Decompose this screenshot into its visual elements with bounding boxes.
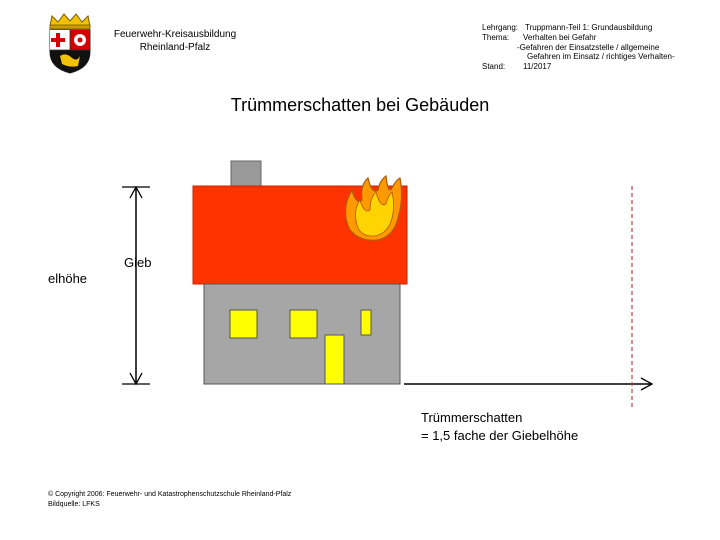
gable-height-label-part2: elhöhe (48, 271, 88, 286)
org-line-2: Rheinland-Pfalz (139, 42, 211, 53)
window-small (361, 310, 371, 335)
lehrgang-value: Truppmann-Teil 1: Grundausbildung (525, 23, 653, 32)
thema-label: Thema: (482, 33, 510, 42)
door (325, 335, 344, 384)
window-middle (290, 310, 317, 338)
stand-value: 11/2017 (523, 62, 552, 71)
stand-label: Stand: (482, 62, 506, 71)
image-source-text: Bildquelle: LFKS (48, 501, 100, 508)
slide-title: Trümmerschatten bei Gebäuden (230, 95, 490, 115)
debris-shadow-label-line1: Trümmerschatten (421, 410, 523, 425)
thema-line-1: Verhalten bei Gefahr (523, 33, 597, 42)
footer (48, 490, 291, 510)
org-line-1: Feuerwehr-Kreisausbildung (113, 29, 237, 40)
copyright-text: © Copyright 2006: Feuerwehr- und Katastrophenschutzschule Rheinland-Pfalz (48, 491, 292, 498)
debris-shadow-label-line2: = 1,5 fache der Giebelhöhe (421, 428, 579, 443)
thema-line-2: -Gefahren der Einsatzstelle / allgemeine (517, 43, 660, 52)
gable-height-label-part1: Gieb (124, 255, 152, 270)
lehrgang-label: Lehrgang: (482, 23, 519, 32)
window-left (230, 310, 257, 338)
thema-line-3: Gefahren im Einsatz / richtiges Verhalten- (527, 52, 675, 61)
